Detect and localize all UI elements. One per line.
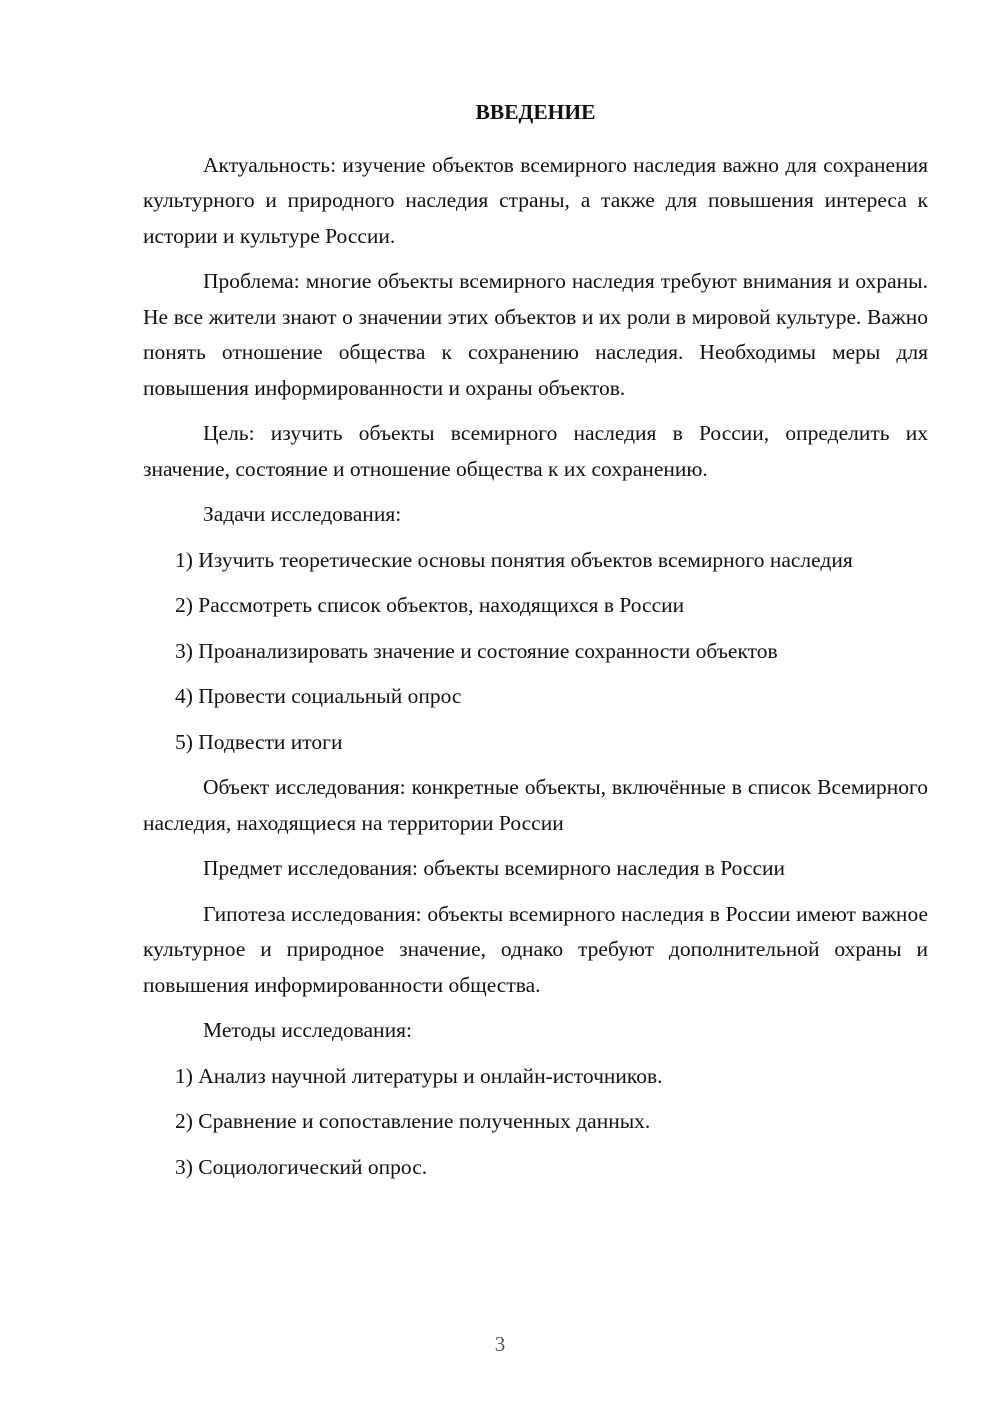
tasks-title: Задачи исследования: [203,502,402,526]
list-item: 3) Социологический опрос. [175,1154,428,1179]
paragraph-subject: Предмет исследования: объекты всемирного наследия в России [203,856,786,880]
list-item: 4) Провести социальный опрос [175,684,462,708]
methods-title: Методы исследования: [203,1018,412,1042]
list-item: 2) Сравнение и сопоставление полученных данных. [175,1109,651,1133]
list-item: 3) Проанализировать значение и состояние сохранности объектов [175,638,778,663]
list-item: 1) Изучить теоретические основы понятия объектов всемирного наследия [175,547,853,572]
paragraph-relevance: Актуальность: изучение объектов всемирного наследия важно для сохранения культурного и природного наследия страны, а также для повышения интереса к истории и культуре России. [143,152,928,248]
paragraph-hypothesis: Гипотеза исследования: объекты всемирного наследия в России имеют важное культурное и природное значение, однако требуют дополнительной охраны и повышения информированности общества. [143,901,928,997]
paragraph-problem: Проблема: многие объекты всемирного наследия требуют внимания и охраны. Не все жители знают о значении этих объектов и их роли в мировой культуре. Важно понять отношение общества к сохранению наследия. Необходимы меры для повышения информированности и охраны объектов. [143,269,928,400]
list-item: 5) Подвести итоги [175,729,343,754]
page-title: ВВЕДЕНИЕ [475,100,596,124]
list-item: 2) Рассмотреть список объектов, находящихся в России [175,593,685,617]
page-number: 3 [494,1332,506,1356]
page-content [143,95,928,1195]
paragraph-goal: Цель: изучить объекты всемирного наследия в России, определить их значение, состояние и отношение общества к их сохранению. [143,421,928,481]
list-item: 1) Анализ научной литературы и онлайн-источников. [175,1063,663,1088]
paragraph-object: Объект исследования: конкретные объекты, включённые в список Всемирного наследия, находящиеся на территории России [143,775,928,835]
